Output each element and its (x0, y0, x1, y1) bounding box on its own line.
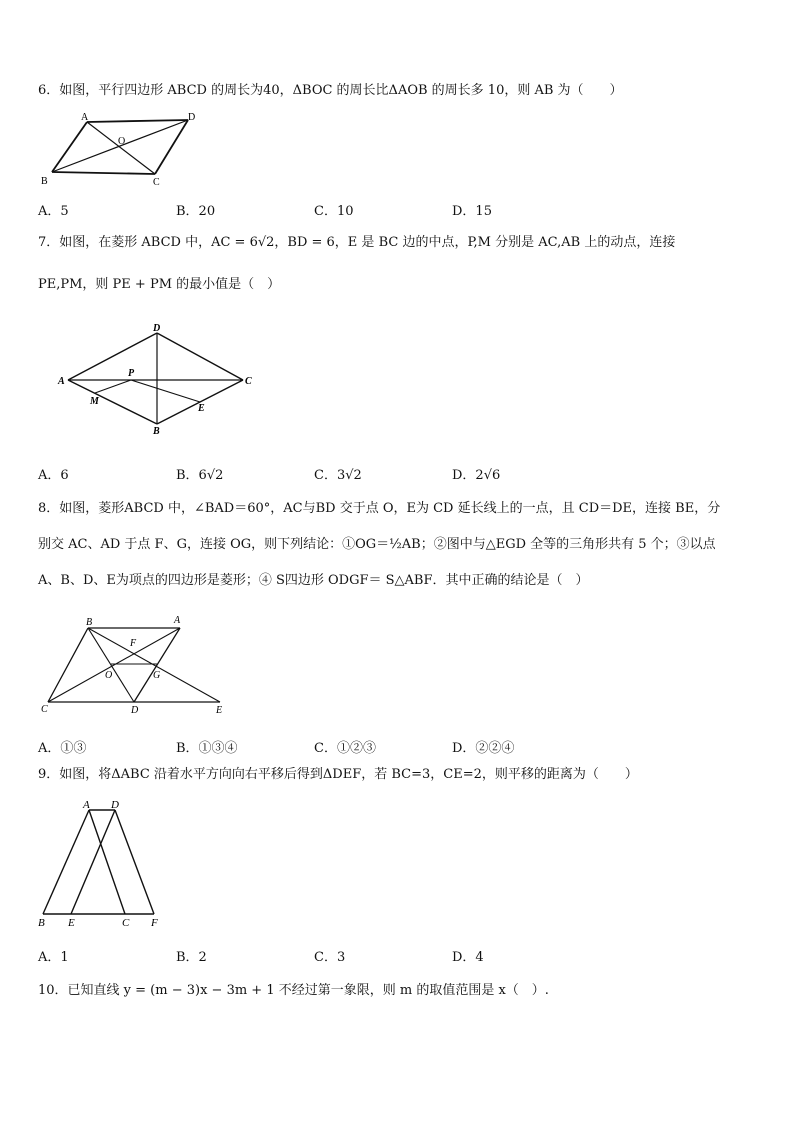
label-b: B (38, 917, 45, 929)
diagonal-ac (87, 122, 155, 174)
label-e: E (198, 403, 205, 414)
option-b[interactable]: B．6√2 (176, 468, 224, 483)
edge-ad (87, 120, 188, 122)
edge-dc (157, 333, 243, 380)
edge-df (115, 810, 154, 914)
label-o: O (105, 670, 113, 681)
label-d: D (131, 705, 139, 715)
option-b[interactable]: B．①③④ (176, 741, 238, 756)
label-a: A (83, 799, 90, 811)
question-7-options (38, 464, 658, 483)
segment-be (88, 628, 220, 702)
label-g: G (153, 670, 161, 681)
option-a[interactable]: A．6 (38, 468, 69, 483)
option-a[interactable]: A．①③ (38, 741, 87, 756)
question-8-text-line-2: 别交 AC、AD 于点 F、G，连接 OG，则下列结论：①OG＝½AB；②图中与△EGD 全等的三角形共有 5 个；③以点 (38, 537, 716, 552)
option-c[interactable]: C．①②③ (314, 741, 376, 756)
option-a[interactable]: A．1 (38, 950, 69, 965)
label-b: B (41, 176, 48, 187)
figure-rhombus-abcd (55, 318, 270, 447)
edge-dc (155, 120, 188, 174)
option-d[interactable]: D．②②④ (452, 741, 515, 756)
option-c[interactable]: C．3 (314, 950, 346, 965)
option-c[interactable]: C．3√2 (314, 468, 362, 483)
label-f: F (151, 917, 158, 929)
diagonal-bd (88, 628, 134, 702)
option-c[interactable]: C．10 (314, 204, 354, 219)
edge-ad (68, 333, 157, 380)
label-b: B (86, 617, 93, 628)
question-6-options (38, 200, 658, 219)
option-d[interactable]: D．2√6 (452, 468, 501, 483)
label-f: F (130, 638, 137, 649)
label-c: C (153, 177, 160, 188)
option-a[interactable]: A．5 (38, 204, 69, 219)
label-c: C (245, 376, 252, 387)
question-6-text: 6．如图，平行四边形 ABCD 的周长为40，ΔBOC 的周长比ΔAOB 的周长多 10，则 AB 为（ ） (38, 83, 623, 98)
option-d[interactable]: D．4 (452, 950, 484, 965)
edge-cb (52, 172, 155, 174)
question-7-text-line-2: PE,PM，则 PE + PM 的最小值是（ ） (38, 277, 281, 292)
segment-pm (95, 380, 131, 393)
edge-ad (134, 628, 180, 702)
label-d: D (153, 323, 161, 334)
label-p: P (128, 368, 135, 379)
label-e: E (216, 705, 223, 715)
label-d: D (188, 112, 196, 123)
question-10-text: 10．已知直线 y = (m − 3)x − 3m + 1 不经过第一象限，则 m 的取值范围是 x（ ）. (38, 983, 549, 998)
label-e: E (68, 917, 75, 929)
question-8-text-line-3: A、B、D、E为项点的四边形是菱形；④ S四边形 ODGF＝ S△ABF．其中正确的结论是（ ） (38, 573, 589, 588)
question-7-text-line-1: 7．如图，在菱形 ABCD 中，AC = 6√2，BD = 6，E 是 BC 边的中点，P,M 分别是 AC,AB 上的动点，连接 (38, 235, 676, 250)
figure-rhombus-with-extension (38, 610, 238, 719)
label-a: A (81, 112, 89, 123)
segment-pe (131, 380, 200, 402)
edge-de (71, 810, 115, 914)
label-c: C (41, 704, 48, 715)
option-b[interactable]: B．20 (176, 204, 216, 219)
label-a: A (174, 615, 181, 626)
question-8-text-line-1: 8．如图，菱形ABCD 中，∠BAD＝60°，AC与BD 交于点 O，E为 CD 延长线上的一点，且 CD＝DE，连接 BE，分 (38, 501, 721, 516)
edge-ba (52, 122, 87, 172)
label-d: D (111, 799, 119, 811)
label-a: A (58, 376, 65, 387)
label-o: O (118, 136, 126, 147)
label-b: B (153, 426, 160, 437)
figure-translated-triangles (36, 796, 171, 935)
label-m: M (90, 396, 99, 407)
option-b[interactable]: B．2 (176, 950, 207, 965)
question-8-options (38, 737, 658, 756)
figure-parallelogram-abcd (38, 110, 208, 194)
question-9-text: 9．如图，将ΔABC 沿着水平方向向右平移后得到ΔDEF，若 BC=3，CE=2，则平移的距离为（ ） (38, 767, 638, 782)
option-d[interactable]: D．15 (452, 204, 492, 219)
label-c: C (122, 917, 130, 929)
edge-ac (89, 810, 125, 914)
edge-ab (43, 810, 89, 914)
question-9-options (38, 946, 658, 965)
